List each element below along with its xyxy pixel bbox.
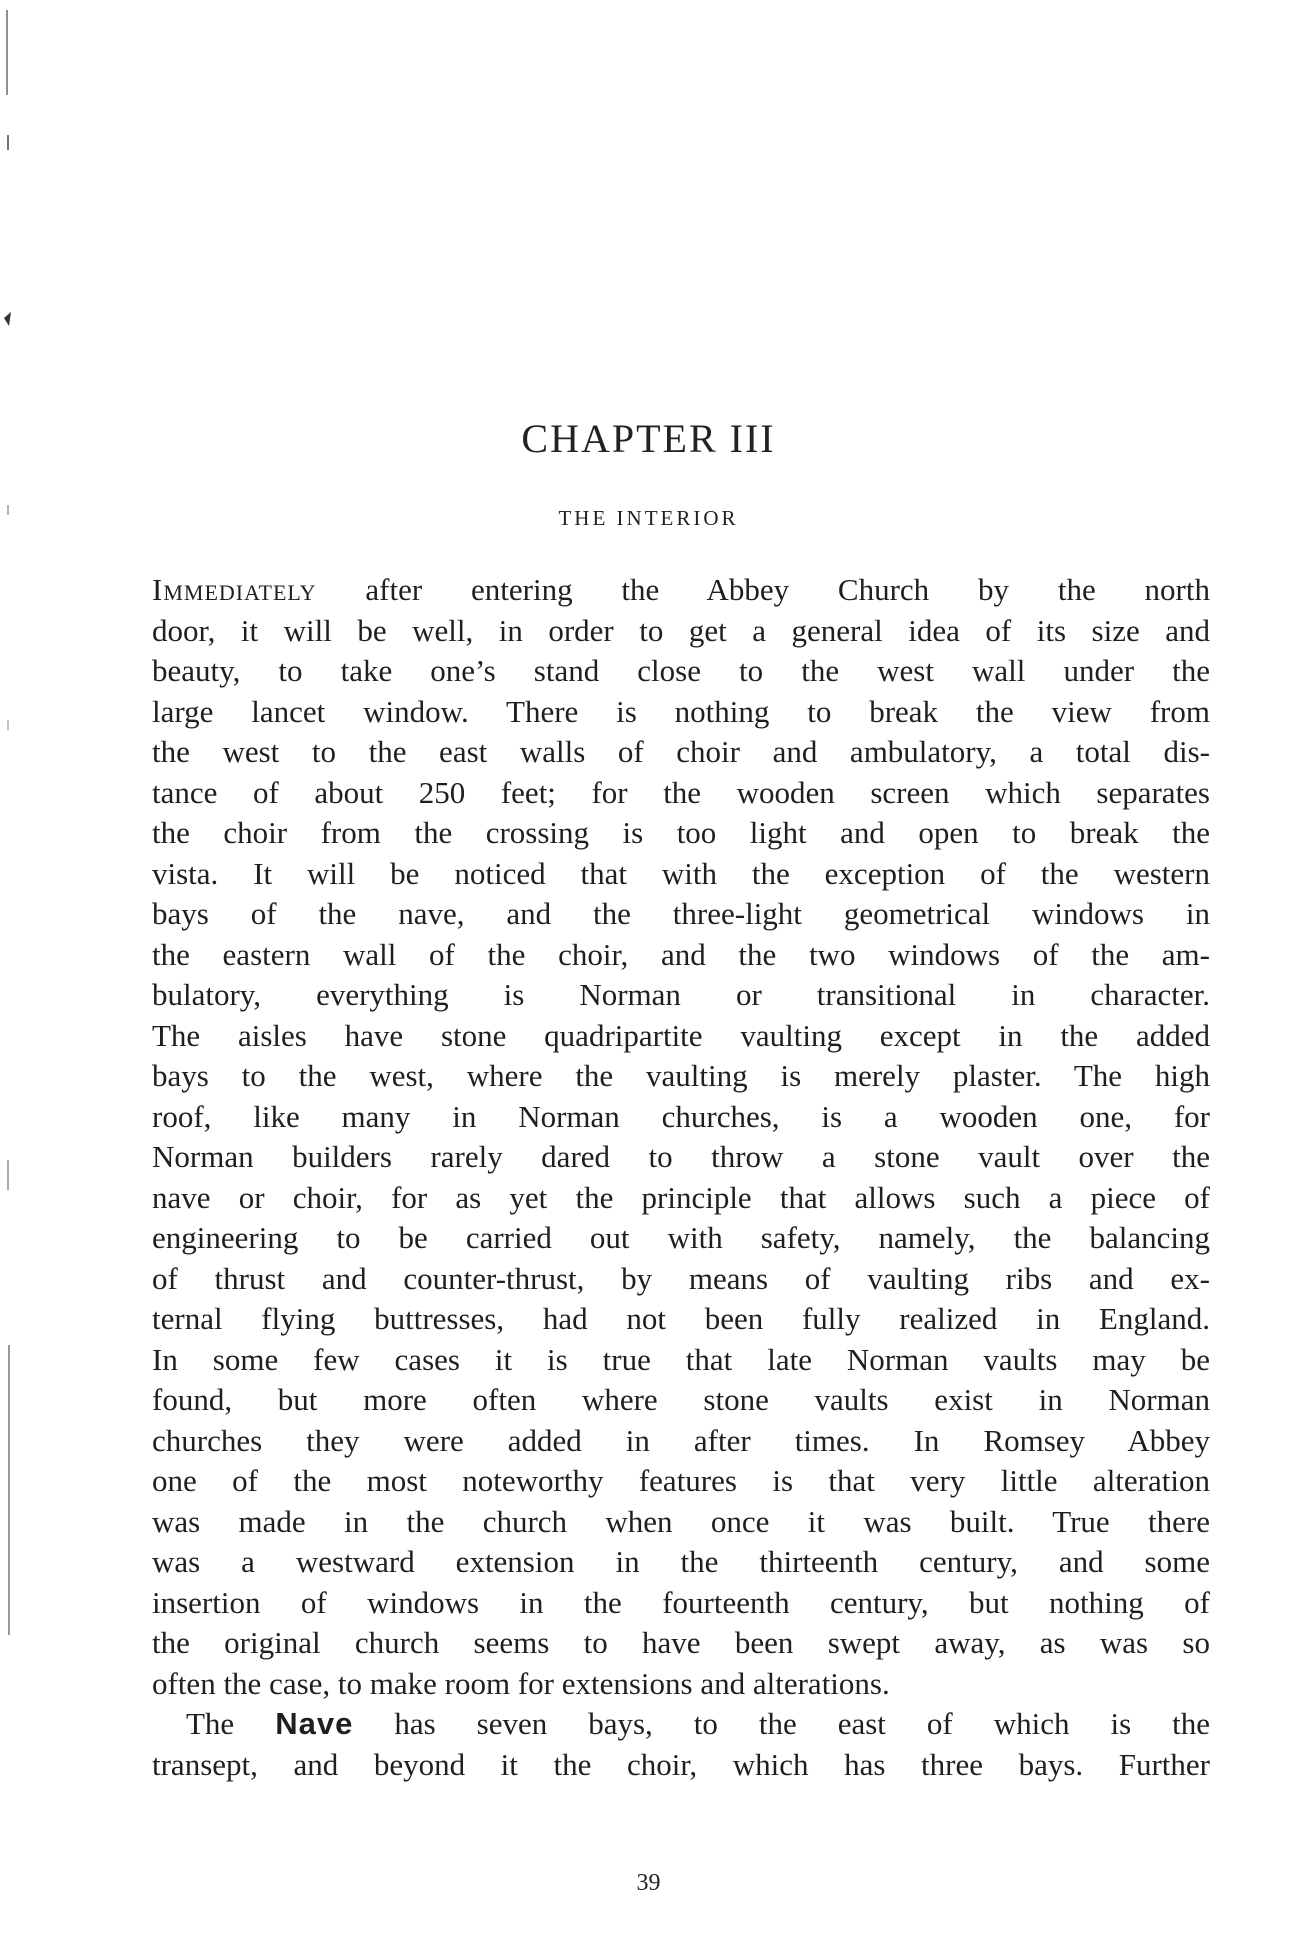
paragraph-1 [152,570,1210,1704]
text-line: Norman builders rarely dared to throw a stone vault over the [152,1139,1210,1174]
text-line: Immediately after entering the Abbey Church by the north [152,572,1210,607]
nave-heading: Nave [275,1706,354,1741]
body-text [152,570,1210,1785]
text-line: the eastern wall of the choir, and the two windows of the am- [152,936,1210,972]
text-line: one of the most noteworthy features is that very little alteration [152,1463,1210,1498]
text-line: the choir from the crossing is too light and open to break the [152,815,1210,850]
text-line: The Nave has seven bays, to the east of which is the [186,1706,1211,1741]
text-line: The aisles have stone quadripartite vaulting except in the added [152,1017,1210,1053]
text-line: was made in the church when once it was built. True there [152,1503,1210,1539]
text-line: bays of the nave, and the three-light geometrical windows in [152,896,1210,931]
text-line: nave or choir, for as yet the principle that allows such a piece of [152,1179,1210,1215]
text-line: the original church seems to have been swept away, as was so [152,1625,1210,1660]
text-line: the west to the east walls of choir and ambulatory, a total dis- [152,734,1210,769]
text-line: large lancet window. There is nothing to break the view from [152,693,1210,729]
text-line: bays to the west, where the vaulting is merely plaster. The high [152,1058,1210,1093]
paragraph-2 [152,1704,1210,1785]
text-line: In some few cases it is true that late Norman vaults may be [152,1341,1210,1377]
text-line: engineering to be carried out with safety, namely, the balancing [152,1220,1210,1255]
text-line: found, but more often where stone vaults exist in Norman [152,1382,1210,1417]
text-line: transept, and beyond it the choir, which has three bays. Further [152,1746,1210,1782]
text-line: was a westward extension in the thirteenth century, and some [152,1544,1210,1579]
text-line: often the case, to make room for extensions and alterations. [152,1665,890,1701]
first-word: Immediately [152,572,317,607]
page-number: 39 [636,1870,661,1896]
text-line: of thrust and counter-thrust, by means of vaulting ribs and ex- [152,1260,1210,1296]
scan-margin-marks [0,0,30,1936]
text-line: vista. It will be noticed that with the exception of the western [152,855,1210,891]
text-line: tance of about 250 feet; for the wooden screen which separates [152,774,1210,810]
text-line: insertion of windows in the fourteenth century, but nothing of [152,1584,1210,1620]
text-line: churches they were added in after times. In Romsey Abbey [152,1422,1210,1458]
text-line: ternal flying buttresses, had not been fully realized in England. [152,1301,1210,1336]
text-line: door, it will be well, in order to get a general idea of its size and [152,612,1210,648]
text-line: beauty, to take one’s stand close to the west wall under the [152,653,1210,688]
text-line: bulatory, everything is Norman or transitional in character. [152,977,1210,1012]
text-line: roof, like many in Norman churches, is a wooden one, for [152,1098,1210,1134]
chapter-title: CHAPTER III [521,416,776,461]
section-title: THE INTERIOR [558,506,739,530]
